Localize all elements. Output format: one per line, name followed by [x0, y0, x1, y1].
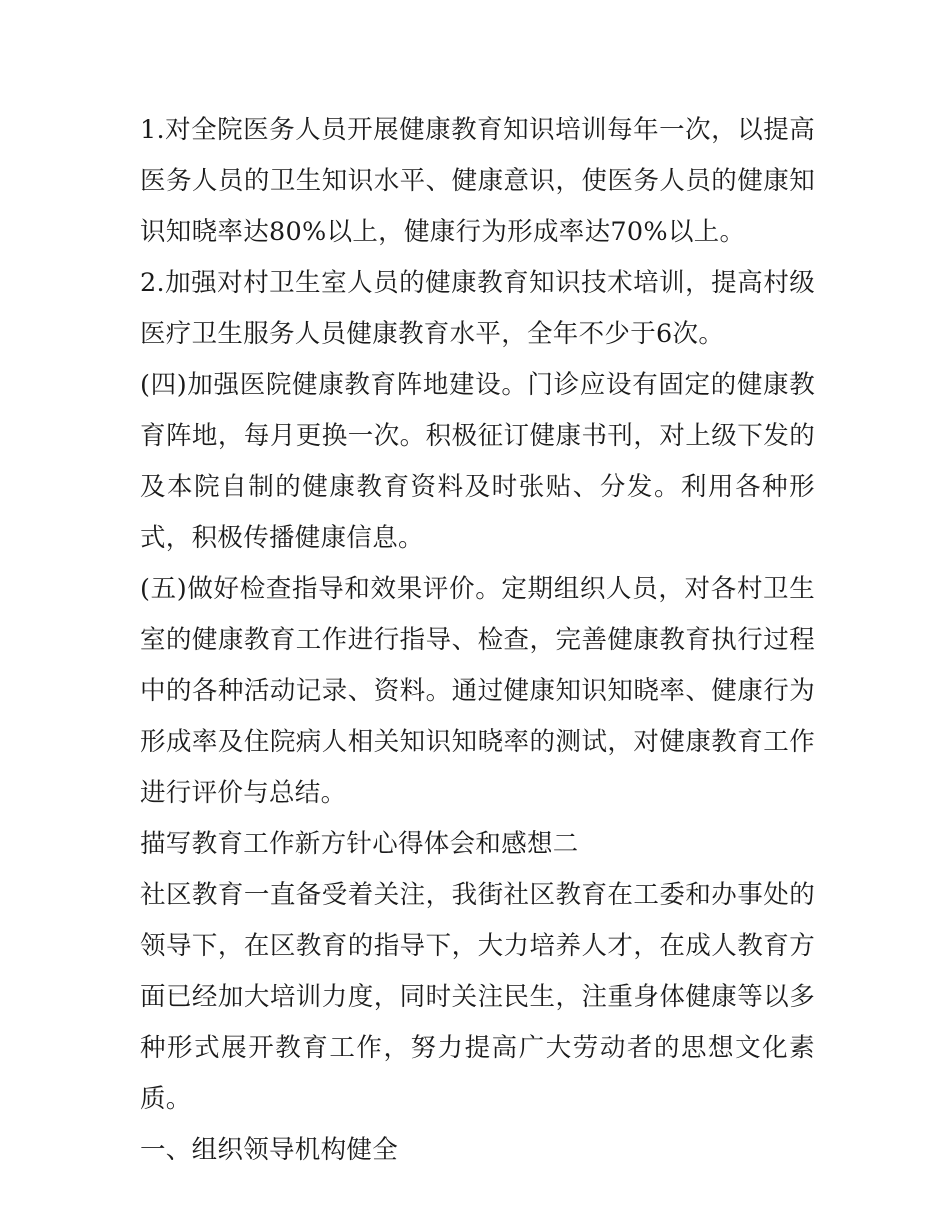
subheading-organization: 一、组织领导机构健全 — [140, 1135, 399, 1165]
paragraph-section-five: (五)做好检查指导和效果评价。定期组织人员，对各村卫生室的健康教育工作进行指导、检查，完善健康教育执行过程中的各种活动记录、资料。通过健康知识知晓率、健康行为形成率及住院病人相关知识知晓率的测试，对健康教育工作进行评价与总结。 — [140, 574, 815, 808]
paragraph-training-village: 2.加强对村卫生室人员的健康教育知识技术培训，提高村级医疗卫生服务人员健康教育水平，全年不少于6次。 — [140, 268, 815, 349]
paragraph-section-four: (四)加强医院健康教育阵地建设。门诊应设有固定的健康教育阵地，每月更换一次。积极征订健康书刊，对上级下发的及本院自制的健康教育资料及时张贴、分发。利用各种形式，积极传播健康信息。 — [140, 370, 815, 553]
section-heading-two: 描写教育工作新方针心得体会和感想二 — [140, 829, 579, 859]
paragraph-community-education: 社区教育一直备受着关注，我街社区教育在工委和办事处的领导下，在区教育的指导下，大力培养人才，在成人教育方面已经加大培训力度，同时关注民生，注重身体健康等以多种形式展开教育工作，努力提高广大劳动者的思想文化素质。 — [140, 880, 815, 1114]
paragraph-training-staff: 1.对全院医务人员开展健康教育知识培训每年一次，以提高医务人员的卫生知识水平、健康意识，使医务人员的健康知识知晓率达80%以上，健康行为形成率达70%以上。 — [140, 115, 815, 247]
document-body — [140, 105, 815, 1176]
